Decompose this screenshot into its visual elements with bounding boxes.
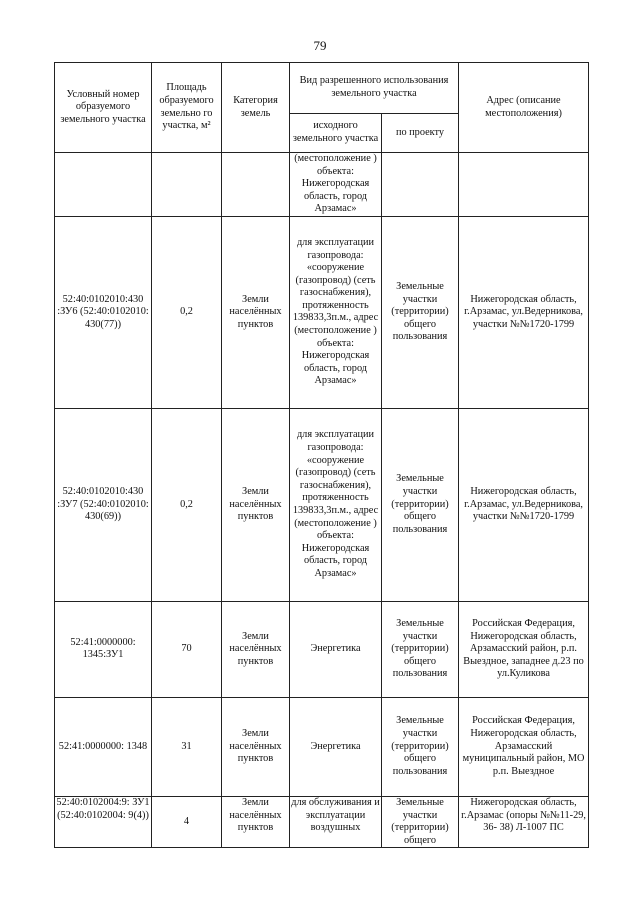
table-row xyxy=(55,408,589,601)
cell-plot-number: 52:41:0000000: 1348 xyxy=(55,697,152,796)
cell-area: 0,2 xyxy=(152,216,222,408)
cell-use-original: для обслуживания и эксплуатации воздушных xyxy=(290,796,382,847)
cell-plot-number: 52:40:0102010:430 :ЗУ7 (52:40:0102010: 430(69)) xyxy=(55,408,152,601)
cell-category: Земли населённых пунктов xyxy=(222,796,290,847)
cell-category: Земли населённых пунктов xyxy=(222,408,290,601)
header-land-category: Категория земель xyxy=(222,63,290,153)
cell-use-original: для эксплуатации газопровода: «сооружение (газопровод) (сеть газоснабжения), протяженность 139833,3п.м., адрес (местоположение ) объекта: Нижегородская область, город Арзамас» xyxy=(290,216,382,408)
cell-category: Земли населённых пунктов xyxy=(222,601,290,697)
cell-area: 4 xyxy=(152,796,222,847)
header-area: Площадь образуемого земельно го участка, м² xyxy=(152,63,222,153)
table-row xyxy=(55,796,589,847)
cell-category xyxy=(222,153,290,217)
cell-area xyxy=(152,153,222,217)
cell-plot-number: 52:40:0102004:9: ЗУ1 (52:40:0102004: 9(4)) xyxy=(55,796,152,847)
cell-address: Российская Федерация, Нижегородская область, Арзамасский муниципальный район, МО р.п. Выездное xyxy=(459,697,589,796)
header-address: Адрес (описание местоположения) xyxy=(459,63,589,153)
header-plot-number: Условный номер образуемого земельного участка xyxy=(55,63,152,153)
header-use-project: по проекту xyxy=(382,114,459,153)
cell-use-project: Земельные участки (территории) общего пользования xyxy=(382,697,459,796)
cell-use-original: Энергетика xyxy=(290,697,382,796)
cell-use-project: Земельные участки (территории) общего xyxy=(382,796,459,847)
cell-use-original: (местоположение ) объекта: Нижегородская область, город Арзамас» xyxy=(290,153,382,217)
cell-use-project xyxy=(382,153,459,217)
cell-plot-number: 52:41:0000000: 1345:ЗУ1 xyxy=(55,601,152,697)
cell-use-project: Земельные участки (территории) общего пользования xyxy=(382,216,459,408)
cell-address xyxy=(459,153,589,217)
header-use-original: исходного земельного участка xyxy=(290,114,382,153)
cell-use-project: Земельные участки (территории) общего пользования xyxy=(382,408,459,601)
table-row xyxy=(55,601,589,697)
table-row xyxy=(55,216,589,408)
table-row xyxy=(55,697,589,796)
cell-use-project: Земельные участки (территории) общего пользования xyxy=(382,601,459,697)
cell-category: Земли населённых пунктов xyxy=(222,697,290,796)
cell-address: Российская Федерация, Нижегородская область, Арзамасский район, р.п. Выездное, западнее д.23 по ул.Куликова xyxy=(459,601,589,697)
header-permitted-use: Вид разрешенного использования земельного участка xyxy=(290,63,459,114)
land-plots-table xyxy=(54,62,589,848)
cell-address: Нижегородская область, г.Арзамас, ул.Ведерникова, участки №№1720-1799 xyxy=(459,408,589,601)
cell-plot-number xyxy=(55,153,152,217)
cell-use-original: для эксплуатации газопровода: «сооружение (газопровод) (сеть газоснабжения), протяженность 139833,3п.м., адрес (местоположение ) объекта: Нижегородская область, город Арзамас» xyxy=(290,408,382,601)
header-row xyxy=(55,63,589,114)
cell-area: 70 xyxy=(152,601,222,697)
cell-address: Нижегородская область, г.Арзамас (опоры №№11-29, 36- 38) Л-1007 ПС xyxy=(459,796,589,847)
table-row xyxy=(55,153,589,217)
cell-category: Земли населённых пунктов xyxy=(222,216,290,408)
page-number: 79 xyxy=(313,38,327,53)
cell-plot-number: 52:40:0102010:430 :ЗУ6 (52:40:0102010: 430(77)) xyxy=(55,216,152,408)
cell-area: 0,2 xyxy=(152,408,222,601)
cell-area: 31 xyxy=(152,697,222,796)
cell-address: Нижегородская область, г.Арзамас, ул.Ведерникова, участки №№1720-1799 xyxy=(459,216,589,408)
cell-use-original: Энергетика xyxy=(290,601,382,697)
